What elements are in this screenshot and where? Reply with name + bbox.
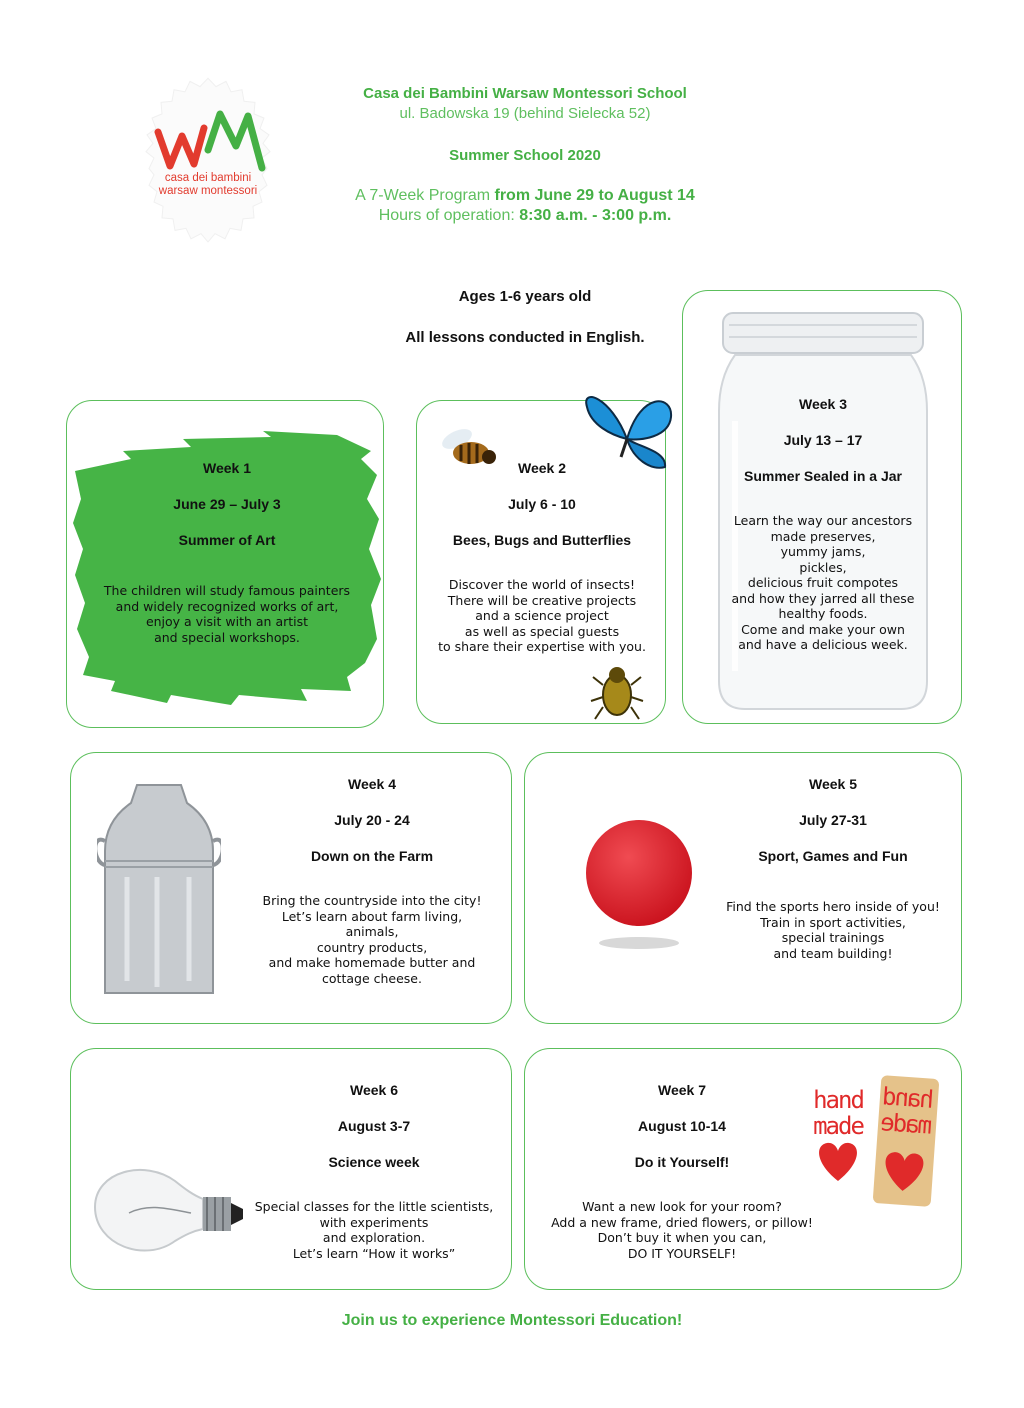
- week-5-desc: Train in sport activities,: [760, 914, 906, 930]
- week-4-desc: country products,: [316, 939, 428, 955]
- week-5-desc: and team building!: [773, 945, 893, 961]
- hours-prefix: Hours of operation:: [378, 207, 520, 224]
- week-2-desc: to share their expertise with you.: [438, 639, 646, 654]
- week-1-label: Week 1: [203, 460, 251, 476]
- light-bulb-icon: [89, 1159, 249, 1261]
- week-4-desc: and make homemade butter and: [268, 955, 476, 970]
- red-ball-icon: [579, 817, 701, 953]
- week-2-desc: and a science project: [475, 608, 609, 623]
- week-3-label: Week 3: [799, 396, 847, 412]
- week-3-card: [682, 290, 962, 724]
- week-6-dates: August 3-7: [337, 1118, 411, 1134]
- week-1-card: [66, 400, 384, 728]
- week-2-desc: Discover the world of insects!: [448, 577, 636, 592]
- program-dates: from June 29 to August 14: [494, 187, 695, 204]
- stamp-word-1: hand: [813, 1086, 863, 1114]
- week-4-desc: cottage cheese.: [322, 970, 422, 986]
- week-2-desc: as well as special guests: [464, 623, 620, 639]
- week-3-desc: Learn the way our ancestors: [733, 513, 913, 528]
- week-3-desc: and how they jarred all these: [731, 590, 915, 606]
- logo: [110, 70, 306, 250]
- school-address: ul. Badowska 19 (behind Sielecka 52): [399, 105, 651, 122]
- week-6-desc: and exploration.: [322, 1230, 426, 1245]
- week-7-desc: Want a new look for your room?: [582, 1199, 782, 1214]
- heart-stamp-icon: [877, 1147, 930, 1194]
- week-1-dates: June 29 – July 3: [173, 496, 281, 512]
- stamp-block: [873, 1075, 940, 1207]
- week-2-dates: July 6 - 10: [508, 496, 576, 512]
- week-5-theme: Sport, Games and Fun: [758, 848, 908, 864]
- week-7-desc: Don’t buy it when you can,: [597, 1230, 767, 1245]
- week-4-desc: Let’s learn about farm living,: [281, 908, 463, 924]
- week-7-desc: Add a new frame, dried flowers, or pillow!: [551, 1214, 813, 1230]
- week-7-desc: DO IT YOURSELF!: [627, 1245, 737, 1261]
- week-4-card: [70, 752, 512, 1024]
- week-6-desc: Let’s learn “How it works”: [292, 1245, 456, 1261]
- logo-line-2: warsaw montessori: [158, 185, 258, 197]
- week-7-theme: Do it Yourself!: [634, 1154, 730, 1170]
- week-2-theme: Bees, Bugs and Butterflies: [452, 532, 632, 548]
- week-1-desc: The children will study famous painters: [103, 583, 351, 598]
- hours: 8:30 a.m. - 3:00 p.m.: [519, 207, 672, 224]
- week-7-card: [524, 1048, 962, 1290]
- week-6-desc: Special classes for the little scientists,: [254, 1199, 494, 1214]
- footer-cta: Join us to experience Montessori Education!: [341, 1312, 683, 1329]
- week-5-desc: Find the sports hero inside of you!: [726, 899, 940, 914]
- language-text: All lessons conducted in English.: [405, 329, 645, 346]
- week-3-desc: healthy foods.: [778, 606, 868, 621]
- week-5-card: [524, 752, 962, 1024]
- week-5-desc: special trainings: [781, 930, 885, 945]
- school-name: Casa dei Bambini Warsaw Montessori School: [363, 85, 687, 102]
- week-6-card: [70, 1048, 512, 1290]
- week-6-desc: with experiments: [319, 1214, 429, 1230]
- week-1-desc: enjoy a visit with an artist: [145, 614, 309, 629]
- week-7-label: Week 7: [658, 1082, 706, 1098]
- week-1-theme: Summer of Art: [178, 532, 276, 548]
- week-1-desc: and special workshops.: [154, 629, 300, 645]
- week-3-desc: made preserves,: [770, 528, 876, 544]
- stamp-mirror-word-1: hand: [883, 1082, 935, 1114]
- week-3-desc: and have a delicious week.: [738, 637, 908, 652]
- stamp-mirror-word-2: made: [881, 1108, 934, 1140]
- week-3-desc: Come and make your own: [741, 621, 905, 637]
- logo-line-1: casa dei bambini: [164, 172, 252, 184]
- stamp-word-2: made: [813, 1112, 863, 1140]
- week-4-desc: animals,: [345, 924, 399, 939]
- week-7-dates: August 10-14: [638, 1118, 726, 1134]
- program-title: Summer School 2020: [449, 147, 601, 164]
- week-5-label: Week 5: [809, 776, 857, 792]
- beetle-icon: [589, 655, 645, 725]
- week-4-dates: July 20 - 24: [334, 812, 410, 828]
- week-4-theme: Down on the Farm: [310, 848, 434, 864]
- program-prefix: A 7-Week Program: [355, 187, 495, 204]
- logo-badge-icon: [110, 70, 306, 250]
- week-3-theme: Summer Sealed in a Jar: [744, 468, 902, 484]
- week-6-theme: Science week: [328, 1154, 420, 1170]
- week-5-dates: July 27-31: [799, 812, 867, 828]
- week-3-desc: pickles,: [799, 559, 847, 575]
- week-4-label: Week 4: [348, 776, 396, 792]
- week-3-desc: yummy jams,: [780, 544, 866, 559]
- week-2-card: [416, 400, 666, 724]
- week-2-desc: There will be creative projects: [447, 592, 637, 608]
- ages-text: Ages 1-6 years old: [458, 288, 592, 305]
- week-3-dates: July 13 – 17: [783, 432, 863, 448]
- week-6-label: Week 6: [350, 1082, 398, 1098]
- week-4-desc: Bring the countryside into the city!: [262, 893, 482, 908]
- week-3-desc: delicious fruit compotes: [747, 575, 899, 590]
- week-2-label: Week 2: [518, 460, 566, 476]
- milk-can-icon: [97, 781, 221, 999]
- week-1-desc: and widely recognized works of art,: [115, 598, 339, 614]
